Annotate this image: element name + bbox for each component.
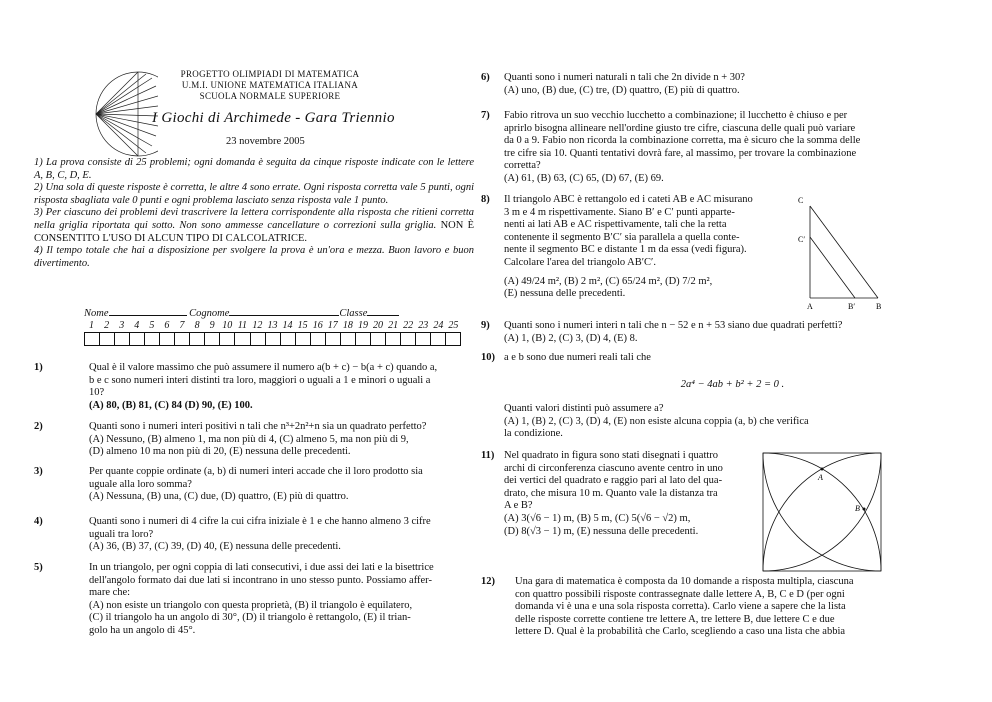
grid-number-14: 14	[282, 320, 293, 331]
grid-cell-9[interactable]	[205, 333, 220, 345]
grid-cell-23[interactable]	[416, 333, 431, 345]
grid-cell-21[interactable]	[386, 333, 401, 345]
problem-12: 12) Una gara di matematica è composta da 10 domande a risposta multipla, ciascuna con quattro possibili risposte contrassegnate dalle lettere A, B, C e D (per ogni domanda vi è una e una sola risposta corretta). Carlo viene a sapere che la lista delle risposte corrette contiene tre lettere A, tre lettere B, due lettere C e due lettere D. Qual è la probabilità che Carlo, scegliendo a caso una lista che abbia	[481, 576, 854, 638]
classe-field[interactable]	[367, 305, 399, 316]
grid-cell-17[interactable]	[326, 333, 341, 345]
grid-cell-25[interactable]	[446, 333, 460, 345]
problem-10: 10) a e b sono due numeri reali tali che 2a⁴ − 4ab + b² + 2 = 0 . Quanti valori distinti può assumere a? (A) 1, (B) 2, (C) 3, (D) 4, (E) non esiste alcuna coppia (a, b) che verifica la condizione.	[481, 352, 809, 440]
grid-number-2: 2	[104, 320, 110, 331]
square-arcs-figure	[760, 450, 885, 575]
label-bprime: B′	[848, 302, 856, 311]
rules-block	[34, 157, 474, 270]
header-line2: U.M.I. UNIONE MATEMATICA ITALIANA	[181, 80, 359, 90]
grid-number-19: 19	[357, 320, 368, 331]
problem-11: 11) Nel quadrato in figura sono stati disegnati i quattro archi di circonferenza ciascuno avente centro in uno dei vertici del quadrato e raggio pari al lato del qua- drato, che misura 10 m. Quanto vale la distanza tra A e B? (A) 3(√6 − 1) m, (B) 5 m, (C) 5(√6 − √2) m, (D) 8(√3 − 1) m, (E) nessuna delle precedenti.	[481, 450, 723, 537]
grid-cell-20[interactable]	[371, 333, 386, 345]
grid-number-3: 3	[119, 320, 125, 331]
grid-cell-16[interactable]	[311, 333, 326, 345]
grid-number-5: 5	[149, 320, 155, 331]
grid-cell-14[interactable]	[281, 333, 296, 345]
grid-number-6: 6	[164, 320, 170, 331]
label-point-a: A	[818, 473, 823, 482]
grid-number-24: 24	[433, 320, 444, 331]
cognome-label: Cognome	[189, 308, 230, 319]
grid-number-15: 15	[297, 320, 308, 331]
grid-cell-18[interactable]	[341, 333, 356, 345]
grid-number-21: 21	[388, 320, 399, 331]
grid-number-1: 1	[89, 320, 95, 331]
grid-cell-11[interactable]	[235, 333, 250, 345]
grid-number-4: 4	[134, 320, 140, 331]
problem-5: 5) In un triangolo, per ogni coppia di lati consecutivi, i due assi dei lati e la bisettrice dell'angolo formato dai due lati si incontrano in uno stesso punto. Possiamo affer- mare che: (A) non esiste un triangolo con questa proprietà, (B) il triangolo è equilatero, (C) il triangolo ha un angolo di 30°, (D) il triangolo è rettangolo, (E) il trian- golo ha un angolo di 45°.	[34, 562, 434, 636]
problem-7: 7) Fabio ritrova un suo vecchio lucchetto a combinazione; il lucchetto è chiuso e per aprirlo bisogna allineare nell'ordine giusto tre cifre, ciascuna delle quali può variare da 0 a 9. Fabio non ricorda la combinazione corretta, ma è sicuro che la somma delle tre cifre sia 10. Quanti tentativi dovrà fare, al massimo, per trovare la combinazione corretta? (A) 61, (B) 63, (C) 65, (D) 67, (E) 69.	[481, 110, 861, 184]
problem-3: 3) Per quante coppie ordinate (a, b) di numeri interi accade che il loro prodotto sia uguale alla loro somma? (A) Nessuna, (B) una, (C) due, (D) quattro, (E) più di quattro.	[34, 466, 423, 503]
problem-6: 6) Quanti sono i numeri naturali n tali che 2n divide n + 30? (A) uno, (B) due, (C) tre, (D) quattro, (E) più di quattro.	[481, 72, 745, 96]
grid-number-16: 16	[312, 320, 323, 331]
rule-1: 1) La prova consiste di 25 problemi; ogni domanda è seguita da cinque risposte indicate con le lettere A, B, C, D, E.	[34, 157, 474, 181]
label-c: C	[798, 196, 804, 205]
grid-cell-3[interactable]	[115, 333, 130, 345]
grid-number-10: 10	[222, 320, 233, 331]
problem-4: 4) Quanti sono i numeri di 4 cifre la cui cifra iniziale è 1 e che hanno almeno 3 cifre uguali tra loro? (A) 36, (B) 37, (C) 39, (D) 40, (E) nessuna delle precedenti.	[34, 516, 431, 553]
grid-number-13: 13	[267, 320, 278, 331]
classe-label: Classe	[339, 308, 368, 319]
grid-number-17: 17	[327, 320, 338, 331]
grid-cell-19[interactable]	[356, 333, 371, 345]
cognome-field[interactable]	[229, 305, 339, 316]
grid-cell-8[interactable]	[190, 333, 205, 345]
grid-number-7: 7	[179, 320, 185, 331]
header-line1: PROGETTO OLIMPIADI DI MATEMATICA	[180, 69, 360, 79]
grid-cell-6[interactable]	[160, 333, 175, 345]
problem-2: 2) Quanti sono i numeri interi positivi n tali che n³+2n²+n sia un quadrato perfetto? (A) Nessuno, (B) almeno 1, ma non più di 4, (C) almeno 5, ma non più di 9, (D) almeno 10 ma non più di 20, (E) nessuna delle precedenti.	[34, 421, 427, 458]
answer-grid	[84, 332, 461, 346]
triangle-figure	[798, 192, 888, 312]
student-form	[84, 305, 399, 321]
problem-8: 8) Il triangolo ABC è rettangolo ed i cateti AB e AC misurano 3 m e 4 m rispettivamente. Siano B′ e C′ punti apparte- nenti ai lati AB e AC rispettivamente, tali che la retta contenente il segmento B′C′ sia parallela a quella conte- nente il segmento BC e distante 1 m da essa (vedi figura). Calcolare l'area del triangolo AB′C′. (A) 49/24 m², (B) 2 m², (C) 65/24 m², (D) 7/2 m², (E) nessuna delle precedenti.	[481, 194, 753, 300]
problem-1: 1) Qual è il valore massimo che può assumere il numero a(b + c) − b(a + c) quando a, b e c sono numeri interi distinti tra loro, maggiori o uguali a 1 e minori o uguali a 10? (A) 80, (B) 81, (C) 84 (D) 90, (E) 100.	[34, 362, 438, 411]
grid-number-8: 8	[194, 320, 200, 331]
grid-cell-10[interactable]	[220, 333, 235, 345]
header-block	[150, 69, 390, 102]
rule-3: 3) Per ciascuno dei problemi devi trascrivere la lettera corrispondente alla risposta che ritieni corretta nella griglia riportata qui sotto. Non sono ammesse cancellature o correzioni sulla griglia. NON È CONSENTITO L'USO DI ALCUN TIPO DI CALCOLATRICE.	[34, 207, 475, 244]
grid-number-25: 25	[448, 320, 459, 331]
rule-2: 2) Una sola di queste risposte è corretta, le altre 4 sono errate. Ogni risposta corretta vale 5 punti, ogni risposta sbagliata vale 0 punti e ogni problema lasciato senza risposta vale 1 punto.	[34, 182, 474, 206]
grid-cell-13[interactable]	[266, 333, 281, 345]
grid-number-20: 20	[373, 320, 384, 331]
page-title: I Giochi di Archimede - Gara Triennio	[152, 110, 395, 126]
grid-cell-4[interactable]	[130, 333, 145, 345]
grid-number-12: 12	[252, 320, 263, 331]
grid-cell-15[interactable]	[296, 333, 311, 345]
exam-date: 23 novembre 2005	[226, 136, 305, 147]
header-line3: SCUOLA NORMALE SUPERIORE	[199, 91, 341, 101]
answer-grid-numbers	[84, 320, 461, 331]
grid-cell-5[interactable]	[145, 333, 160, 345]
label-b: B	[876, 302, 882, 311]
grid-cell-2[interactable]	[100, 333, 115, 345]
nome-field[interactable]	[109, 305, 187, 316]
nome-label: Nome	[84, 308, 109, 319]
problem-9: 9) Quanti sono i numeri interi n tali che n − 52 e n + 53 siano due quadrati perfetti? (A) 1, (B) 2, (C) 3, (D) 4, (E) 8.	[481, 320, 843, 344]
grid-number-18: 18	[342, 320, 353, 331]
grid-cell-22[interactable]	[401, 333, 416, 345]
grid-cell-24[interactable]	[431, 333, 446, 345]
label-a: A	[807, 302, 813, 311]
label-cprime: C′	[798, 235, 806, 244]
rule-4: 4) Il tempo totale che hai a disposizione per svolgere la prova è un'ora e mezza. Buon lavoro e buon divertimento.	[34, 245, 474, 269]
grid-number-9: 9	[209, 320, 215, 331]
grid-cell-1[interactable]	[85, 333, 100, 345]
grid-number-22: 22	[403, 320, 414, 331]
label-point-b: B	[855, 504, 860, 513]
grid-cell-12[interactable]	[251, 333, 266, 345]
grid-cell-7[interactable]	[175, 333, 190, 345]
grid-number-11: 11	[237, 320, 247, 331]
grid-number-23: 23	[418, 320, 429, 331]
logo-fan-icon	[92, 68, 158, 162]
